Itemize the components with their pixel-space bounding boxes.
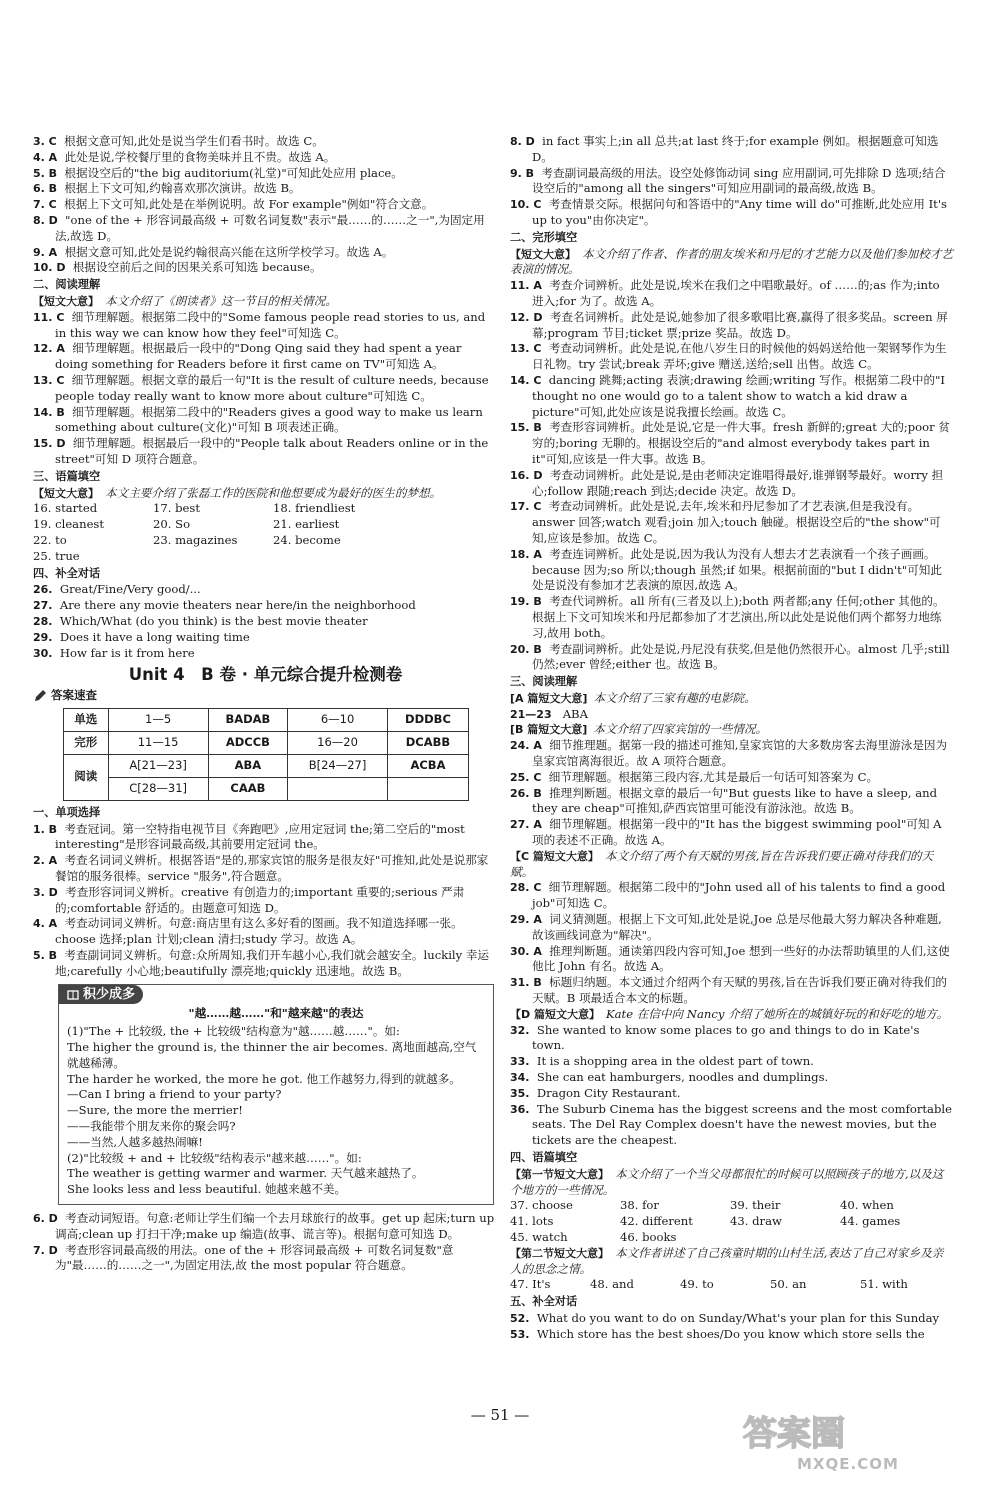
- tip-box-line: —Can I bring a friend to your party?: [67, 1087, 282, 1102]
- item-text: The Suburb Cinema has the biggest screens and the most comfortable seats. The Del Ray Complex doesn't have the newest movies, but the tickets are the cheapest.: [532, 1101, 952, 1148]
- item-number: 13. C: [33, 373, 65, 387]
- tip-box-line: (2)"比较级 + and + 比较级"结构表示"越来越……"。如:: [67, 1150, 362, 1165]
- item-text: 考查介词辨析。此处是说,埃米在我们之中唱歌最好。of ……的;as 作为;into 进入;for 为了。故选 A。: [532, 278, 940, 308]
- item-text: 考查动词辨析。此处是说,是由老师决定谁唱得最好,谁弹钢琴最好。worry 担心;follow 跟随;reach 到达;decide 决定。故选 D。: [532, 467, 944, 498]
- answer-cell: 43. draw: [730, 1214, 782, 1229]
- item-number: 26.: [33, 583, 53, 597]
- item-number: 3. C: [33, 135, 57, 148]
- item-number: 4. A: [33, 917, 58, 931]
- item-text: 根据设空前后之间的因果关系可知选 because。: [72, 260, 322, 275]
- item-number: 14. B: [33, 405, 65, 419]
- item-number: 10. C: [510, 198, 542, 212]
- item-text: She can eat hamburgers, noodles and dumplings.: [536, 1070, 829, 1085]
- item-text: 考查动词辨析。此处是说,在他八岁生日的时候他的妈妈送给他一架钢琴作为生日礼物。try 尝试;break 弄坏;give 赠送,送给;sell 出售。故选 C。: [532, 341, 947, 372]
- item-number: 8. D: [33, 213, 58, 227]
- item-text: Great/Fine/Very good/...: [59, 582, 201, 597]
- item-text: 细节理解题。根据第二段中的"Some famous people read stories to us, and in this way we can know how they feel"可知选 C。: [55, 309, 486, 340]
- answer-item: [510, 1311, 953, 1327]
- answer-item: [510, 912, 953, 944]
- item-number: 15. D: [33, 437, 66, 451]
- summary-text: 本文介绍了四家宾馆的一些情况。: [593, 722, 768, 737]
- tip-box-line: The weather is getting warmer and warmer. 天气越来越热了。: [67, 1166, 424, 1181]
- item-number: 52.: [510, 1311, 530, 1325]
- answer-item: [510, 547, 953, 594]
- answer-cell: 18. friendliest: [273, 501, 356, 516]
- item-number: 32.: [510, 1023, 530, 1037]
- answer-cell: 16. started: [33, 501, 98, 516]
- answer-table-cell: DCABB: [387, 731, 468, 754]
- tip-box-line: She looks less and less beautiful. 她越来越不美。: [67, 1182, 347, 1197]
- item-text: Which store has the best shoes/Do you know which store sells the: [536, 1326, 925, 1341]
- answer-table-row: [64, 708, 469, 731]
- item-text: 考查形容词辨析。此处是说,它是一件大事。fresh 新鲜的;great 大的;poor 贫穷的;boring 无聊的。根据设空后的"and almost everybody takes part in it"可知,应该是一件大事。故选 B。: [532, 420, 950, 466]
- item-text: 细节理解题。根据文章的最后一句"It is the result of culture needs, because people today really want to know more about culture"可知选 C。: [55, 372, 489, 403]
- answer-table: [63, 708, 469, 801]
- item-number: 53.: [510, 1327, 530, 1341]
- answer-grid: [33, 501, 498, 564]
- item-text: 考查形容词词义辨析。creative 有创造力的;important 重要的;serious 严肃的;comfortable 舒适的。由题意可知选 D。: [55, 884, 465, 915]
- item-text: 考查冠词。第一空特指电视节目《奔跑吧》,应用定冠词 the;第二空后的"most interesting"是形容词最高级,其前要用定冠词 the。: [55, 821, 465, 852]
- item-text: 根据上下文可知,约翰喜欢那次演讲。故选 B。: [64, 181, 301, 196]
- item-text: 根据设空后的"the big auditorium(礼堂)"可知此处应用 place。: [64, 165, 403, 180]
- answer-item: [510, 166, 953, 198]
- item-text: 细节推理题。据第一段的描述可推知,皇家宾馆的大多数房客去海里游泳是因为皇家宾馆离海很近。故 A 项符合题意。: [532, 738, 948, 769]
- watermark-sub: MXQE.COM: [797, 1455, 899, 1473]
- answer-item: [33, 885, 498, 917]
- item-number: 27. A: [510, 818, 542, 832]
- answer-table-cell: B[24—27]: [288, 754, 388, 777]
- answer-table-row: [64, 731, 469, 754]
- item-number: 25. C: [510, 770, 542, 784]
- item-number: 24. A: [510, 739, 542, 753]
- answer-table-row: [64, 777, 469, 800]
- answer-cell: 19. cleanest: [33, 517, 105, 532]
- answer-cell: 46. books: [620, 1229, 677, 1244]
- answer-table-cell: 16—20: [288, 731, 388, 754]
- item-text: 考查代词辨析。all 所有(三者及以上);both 两者都;any 任何;other 其他的。根据上下文可知埃米和丹尼都参加了才艺演出,所以此处是说他们两个都努力地练习,故用 both。: [532, 594, 945, 640]
- item-text: 考查副词辨析。此处是说,丹尼没有获奖,但是他仍然很开心。almost 几乎;still 仍然;ever 曾经;either 也。故选 B。: [532, 641, 950, 672]
- answer-table-cell: [288, 777, 388, 800]
- answer-item: [510, 278, 953, 310]
- page-number: — 51 —: [470, 1406, 530, 1424]
- answer-item: [33, 197, 498, 213]
- answer-item: [510, 373, 953, 420]
- summary-text: 本文作者讲述了自己孩童时期的山村生活,表达了自己对家乡及亲人的思念之情。: [510, 1245, 944, 1276]
- pencil-icon: [33, 689, 47, 703]
- answer-item: [510, 341, 953, 373]
- item-text: in fact 事实上;in all 总共;at last 终于;for example 例如。根据题意可知选 D。: [532, 134, 939, 164]
- item-number: 5. B: [33, 166, 58, 180]
- answer-item: [510, 1070, 953, 1086]
- answer-item: [510, 1102, 953, 1149]
- answer-item: [510, 1023, 953, 1055]
- summary-label: 【短文大意】: [33, 486, 99, 500]
- answer-item: [33, 134, 498, 150]
- answer-item: [33, 213, 498, 245]
- answer-table-cell: DDDBC: [387, 708, 468, 731]
- item-text: How far is it from here: [59, 645, 195, 660]
- answer-item: [33, 405, 498, 437]
- item-number: 3. D: [33, 885, 58, 899]
- item-number: 1. B: [33, 822, 58, 836]
- summary-label: 【短文大意】: [33, 294, 99, 308]
- answer-table-cell: 11—15: [108, 731, 208, 754]
- item-text: 考查情景交际。根据问句和答语中的"Any time will do"可推断,此处应用 It's up to you"由你决定"。: [532, 197, 947, 227]
- empty-cell: [153, 549, 273, 565]
- answer-item: [510, 738, 953, 770]
- answer-item: [510, 134, 953, 166]
- answer-item: [33, 853, 498, 885]
- item-text: 标题归纳题。本文通过介绍两个有天赋的男孩,旨在告诉我们要正确对待我们的天赋。B 项最适合本文的标题。: [532, 975, 947, 1006]
- right-column: [510, 134, 953, 1343]
- item-text: It is a shopping area in the oldest part of town.: [536, 1054, 814, 1069]
- item-number: 6. D: [33, 1212, 58, 1226]
- item-text: 考查名词辨析。此处是说,她参加了很多歌唱比赛,赢得了很多奖品。screen 屏幕;program 节目;ticket 票;prize 奖品。故选 D。: [532, 309, 948, 340]
- answer-cell: 21. earliest: [273, 517, 340, 532]
- section-heading: 四、补全对话: [33, 566, 101, 580]
- answer-item: [510, 420, 953, 467]
- item-number: 12. D: [510, 310, 543, 324]
- answer-table-cell: C[28—31]: [108, 777, 208, 800]
- answer-table-cell: ABA: [208, 754, 288, 777]
- item-number: 29.: [33, 630, 53, 644]
- item-text: She wanted to know some places to go and things to do in Kate's town.: [532, 1022, 920, 1053]
- tip-box-title: "越……越……"和"越来越"的表达: [188, 1006, 364, 1021]
- answer-item: [510, 975, 953, 1007]
- answer-cell: 39. their: [730, 1198, 781, 1213]
- item-number: 14. C: [510, 373, 542, 387]
- answer-item: [510, 1327, 953, 1343]
- tip-box-tag-text: 积少成多: [83, 986, 136, 1002]
- answer-cell: 42. different: [620, 1214, 693, 1229]
- answer-table-cell: A[21—23]: [108, 754, 208, 777]
- item-text: ABA: [562, 706, 588, 721]
- item-text: 根据文意可知,此处是说约翰很高兴能在这所学校学习。故选 A。: [64, 244, 394, 259]
- item-text: 细节理解题。根据第二段中的"Readers gives a good way to make us learn something about culture(文化)"可知 B 项表述正确。: [55, 404, 483, 435]
- item-number: 19. B: [510, 595, 542, 609]
- empty-cell: [730, 1230, 840, 1246]
- item-number: 13. C: [510, 342, 542, 356]
- item-number: 9. B: [510, 166, 535, 180]
- answer-cell: 49. to: [680, 1277, 714, 1292]
- answer-item: [510, 817, 953, 849]
- tip-box-header: [59, 985, 485, 1005]
- answer-cell: 45. watch: [510, 1229, 568, 1244]
- answer-item: [33, 260, 498, 276]
- answer-grid: [510, 1277, 953, 1293]
- item-text: Dragon City Restaurant.: [536, 1085, 681, 1100]
- item-text: Does it have a long waiting time: [59, 629, 250, 644]
- item-number: 11. C: [33, 310, 65, 324]
- item-number: 36.: [510, 1102, 530, 1116]
- item-text: 细节理解题。根据第一段中的"It has the biggest swimming pool"可知 A 项的表述不正确。故选 A。: [532, 817, 942, 848]
- answer-item: [33, 614, 498, 630]
- answer-item: [33, 598, 498, 614]
- item-number: 2. A: [33, 854, 58, 868]
- summary-text: 本文介绍了三家有趣的电影院。: [593, 690, 756, 705]
- answer-cell: 24. become: [273, 532, 341, 547]
- section-heading: 五、补全对话: [510, 1295, 578, 1309]
- item-number: 6. B: [33, 182, 58, 196]
- item-number: 18. A: [510, 547, 542, 561]
- answer-item: [33, 1211, 498, 1243]
- item-number: 10. D: [33, 261, 66, 275]
- answer-item: [33, 436, 498, 468]
- answer-cell: 20. So: [153, 517, 191, 532]
- item-text: 细节理解题。根据第二段中的"John used all of his talents to find a good job"可知选 C。: [532, 880, 946, 911]
- answer-item: [510, 310, 953, 342]
- answer-item: [510, 594, 953, 641]
- answer-item: [33, 341, 498, 373]
- item-text: "one of the + 形容词最高级 + 可数名词复数"表示"最……的……之一",为固定用法,故选 D。: [55, 212, 485, 243]
- item-number: 4. A: [33, 150, 58, 164]
- answer-item: [510, 944, 953, 976]
- item-number: 5. B: [33, 949, 58, 963]
- answer-table-cell: CAAB: [208, 777, 288, 800]
- answer-item: [510, 468, 953, 500]
- answer-item: [510, 707, 953, 723]
- item-number: 7. D: [33, 1243, 58, 1257]
- answer-table-cell: ACBA: [387, 754, 468, 777]
- quick-answer-label: 答案速查: [51, 688, 97, 703]
- item-text: dancing 跳舞;acting 表演;drawing 绘画;writing 写作。根据第二段中的"I thought no one would go to a talent show to watch a kid draw a picture"可知,此处应该是说我擅长绘画。故选 C。: [532, 372, 946, 419]
- item-number: 26. B: [510, 786, 542, 800]
- answer-item: [510, 642, 953, 674]
- item-text: 细节理解题。根据最后一段中的"Dong Qing said they had spent a year doing something for Readers before it first came on TV"可知选 A。: [55, 341, 462, 372]
- answer-item: [33, 1243, 498, 1275]
- answer-table-cell: [387, 777, 468, 800]
- answer-item: [510, 770, 953, 786]
- answer-table-row: [64, 754, 469, 777]
- item-number: 11. A: [510, 279, 542, 293]
- summary-paragraph: [510, 1007, 953, 1023]
- item-number: 28.: [33, 614, 53, 628]
- answer-cell: 51. with: [860, 1277, 908, 1292]
- section-heading: 四、语篇填空: [510, 1151, 578, 1164]
- item-number: 16. D: [510, 468, 543, 482]
- answer-item: [33, 310, 498, 342]
- summary-text: 本文主要介绍了张磊工作的医院和他想要成为最好的医生的梦想。: [105, 485, 442, 500]
- answer-cell: 41. lots: [510, 1214, 554, 1229]
- answer-cell: 40. when: [840, 1198, 894, 1213]
- item-number: 17. C: [510, 500, 542, 514]
- item-text: 细节理解题。根据最后一段中的"People talk about Readers online or in the street"可知 D 项符合题意。: [55, 436, 489, 466]
- item-text: 推理判断题。根据文章的最后一句"But guests like to have a sleep, and they are cheap"可推知,萨西宾馆里可能没有游泳池。故选 B。: [532, 785, 938, 816]
- summary-label: [B 篇短文大意]: [510, 723, 588, 737]
- watermark-mark: 答案圈: [743, 1414, 845, 1454]
- answer-cell: 47. It's: [510, 1277, 551, 1292]
- item-number: 7. C: [33, 198, 57, 212]
- item-number: 30. A: [510, 944, 542, 958]
- item-text: What do you want to do on Sunday/What's your plan for this Sunday: [536, 1310, 940, 1325]
- answer-grid: [510, 1198, 953, 1245]
- item-number: 21—23: [510, 707, 552, 721]
- item-text: 考查形容词最高级的用法。one of the + 形容词最高级 + 可数名词复数"意为"最……的……之一",为固定用法,故 the most popular 符合题意。: [55, 1242, 454, 1273]
- summary-paragraph: [33, 486, 498, 502]
- item-text: 考查动词短语。句意:老师让学生们编一个去月球旅行的故事。get up 起床;turn up 调高;clean up 打扫干净;make up 编造(故事、谎言等)。根据句意可知选 D。: [55, 1211, 495, 1241]
- item-text: Are there any movie theaters near here/in the neighborhood: [59, 598, 416, 613]
- item-text: 根据文意可知,此处是说当学生们看书时。故选 C。: [64, 134, 324, 148]
- summary-text: 本文介绍了两个有天赋的男孩,旨在告诉我们要正确对待我们的天赋。: [510, 848, 934, 879]
- item-text: 考查名词词义辨析。根据答语"是的,那家宾馆的服务是很友好"可推知,此处是说那家餐馆的服务很棒。service "服务",符合题意。: [55, 853, 489, 884]
- section-heading: 二、完形填空: [510, 230, 578, 244]
- item-text: Which/What (do you think) is the best movie theater: [59, 613, 368, 628]
- item-number: 15. B: [510, 421, 542, 435]
- item-text: 细节理解题。根据第三段内容,尤其是最后一句话可知答案为 C。: [548, 769, 879, 784]
- summary-paragraph: [510, 247, 953, 279]
- answer-item: [510, 880, 953, 912]
- answer-item: [33, 166, 498, 182]
- summary-paragraph: [510, 849, 953, 881]
- section-heading: 一、单项选择: [33, 805, 101, 819]
- tip-box-line: (1)"The + 比较级, the + 比较级"结构意为"越……越……"。如:: [67, 1024, 400, 1039]
- answer-item: [510, 499, 953, 546]
- answer-item: [33, 373, 498, 405]
- answer-table-cell: 单选: [64, 708, 109, 731]
- answer-table-cell: 6—10: [288, 708, 388, 731]
- answer-cell: 23. magazines: [153, 532, 238, 547]
- tip-box-line: ——我能带个朋友来你的聚会吗?: [67, 1119, 236, 1134]
- item-text: 考查动词词义辨析。句意:商店里有这么多好看的图画。我不知道选择哪一张。choose 选择;plan 计划;clean 清扫;study 学习。故选 A。: [55, 916, 463, 947]
- tip-box-line: —Sure, the more the merrier!: [67, 1103, 243, 1118]
- answer-item: [510, 197, 953, 229]
- summary-label: 【C 篇短文大意】: [510, 849, 599, 863]
- summary-paragraph: [510, 691, 953, 707]
- tip-box-line: The harder he worked, the more he got. 他工作越努力,得到的就越多。: [67, 1071, 461, 1086]
- answer-item: [510, 1054, 953, 1070]
- answer-table-cell: BADAB: [208, 708, 288, 731]
- left-column: [33, 134, 498, 1274]
- answer-item: [33, 630, 498, 646]
- item-number: 8. D: [510, 135, 535, 148]
- summary-paragraph: [510, 1167, 953, 1199]
- answer-cell: 22. to: [33, 532, 67, 547]
- answer-item: [33, 948, 498, 980]
- item-text: 考查副词词义辨析。句意:众所周知,我们开车越小心,我们就会越安全。luckily 幸运地;carefully 小心地;beautifully 漂亮地;quickly 迅速地。故选 B。: [55, 948, 490, 978]
- item-number: 28. C: [510, 881, 542, 895]
- answer-table-cell: ADCCB: [208, 731, 288, 754]
- answer-cell: 44. games: [840, 1214, 901, 1229]
- item-text: 考查动词辨析。此处是说,去年,埃米和丹尼参加了才艺表演,但是我没有。answer 回答;watch 观看;join 加入;touch 触碰。根据设空后的"the show"可知,应该是参加。故选 C。: [532, 499, 941, 545]
- answer-item: [33, 582, 498, 598]
- item-number: 9. A: [33, 245, 58, 259]
- item-number: 27.: [33, 599, 53, 613]
- answer-cell: 25. true: [33, 548, 80, 563]
- item-text: 考查副词最高级的用法。设空处修饰动词 sing 应用副词,可先排除 D 选项;结合设空后的"among all the singers"可知应用副词的最高级,故选 B。: [532, 165, 946, 196]
- tip-box-line: The higher the ground is, the thinner the air becomes. 离地面越高,空气就越稀薄。: [67, 1040, 477, 1070]
- answer-item: [510, 786, 953, 818]
- empty-cell: [273, 549, 413, 565]
- item-number: 20. B: [510, 642, 542, 656]
- item-text: 词义猜测题。根据上下文可知,此处是说,Joe 总是尽他最大努力解决各种难题,故该画线词意为"解决"。: [532, 912, 942, 942]
- answer-cell: 37. choose: [510, 1198, 573, 1213]
- answer-item: [33, 150, 498, 166]
- summary-text: 本文介绍了一个当父母都很忙的时候可以照顾孩子的地方,以及这个地方的一些情况。: [510, 1166, 944, 1197]
- unit-title: Unit 4 B 卷 · 单元综合提升检测卷: [128, 665, 403, 685]
- answer-cell: 38. for: [620, 1198, 659, 1213]
- item-number: 29. A: [510, 913, 542, 927]
- item-text: 推理判断题。通读第四段内容可知,Joe 想到一些好的办法帮助镇里的人们,这使他比 John 有名。故选 A。: [532, 943, 950, 974]
- section-heading: 三、阅读理解: [510, 675, 578, 689]
- summary-text: 本文介绍了作者、作者的朋友埃米和丹尼的才艺能力以及他们参加校才艺表演的情况。: [510, 246, 954, 277]
- answer-item: [33, 916, 498, 948]
- item-number: 30.: [33, 646, 53, 660]
- tip-box-line: ——当然,人越多越热闹嘛!: [67, 1134, 203, 1149]
- item-text: 此处是说,学校餐厅里的食物美味并且不贵。故选 A。: [64, 149, 336, 164]
- summary-paragraph: [510, 722, 953, 738]
- answer-item: [33, 245, 498, 261]
- summary-label: 【第二节短文大意】: [510, 1246, 609, 1260]
- answer-item: [33, 646, 498, 662]
- watermark-graphic: [735, 1405, 945, 1475]
- summary-label: 【第一节短文大意】: [510, 1167, 609, 1181]
- summary-paragraph: [33, 294, 498, 310]
- summary-paragraph: [510, 1246, 953, 1278]
- item-number: 35.: [510, 1086, 530, 1100]
- answer-table-cell: 阅读: [64, 754, 109, 800]
- tip-box-tag: [59, 985, 143, 1005]
- answer-cell: 50. an: [770, 1277, 807, 1292]
- section-heading: 三、语篇填空: [33, 469, 101, 483]
- item-text: 根据上下文可知,此处是在举例说明。故 For example"例如"符合文意。: [64, 197, 434, 212]
- answer-item: [33, 822, 498, 854]
- summary-label: 【短文大意】: [510, 247, 576, 261]
- summary-label: 【D 篇短文大意】: [510, 1007, 600, 1021]
- answer-table-cell: 1—5: [108, 708, 208, 731]
- item-number: 12. A: [33, 342, 65, 356]
- answer-item: [510, 1086, 953, 1102]
- tip-box: [58, 984, 494, 1205]
- answer-cell: 17. best: [153, 501, 201, 516]
- item-text: 考查连词辨析。此处是说,因为我认为没有人想去才艺表演看一个孩子画画。because 因为;so 所以;though 虽然;if 如果。根据前面的"but I didn't"可知此处是说没有参加才艺表演的原因,故选 A。: [532, 546, 942, 593]
- summary-text: Kate 在信中向 Nancy 介绍了她所在的城镇好玩的和好吃的地方。: [605, 1006, 949, 1021]
- watermark-logo: [735, 1405, 945, 1475]
- item-number: 34.: [510, 1071, 530, 1085]
- answer-table-cell: 完形: [64, 731, 109, 754]
- summary-text: 本文介绍了《朗读者》这一节目的相关情况。: [105, 293, 337, 308]
- empty-cell: [840, 1230, 950, 1246]
- item-number: 31. B: [510, 976, 542, 990]
- quick-answer-heading: [33, 688, 498, 704]
- section-heading: 二、阅读理解: [33, 278, 101, 292]
- summary-label: [A 篇短文大意]: [510, 691, 588, 705]
- item-number: 33.: [510, 1055, 530, 1069]
- book-icon: [67, 989, 79, 1001]
- answer-item: [33, 181, 498, 197]
- answer-cell: 48. and: [590, 1277, 634, 1292]
